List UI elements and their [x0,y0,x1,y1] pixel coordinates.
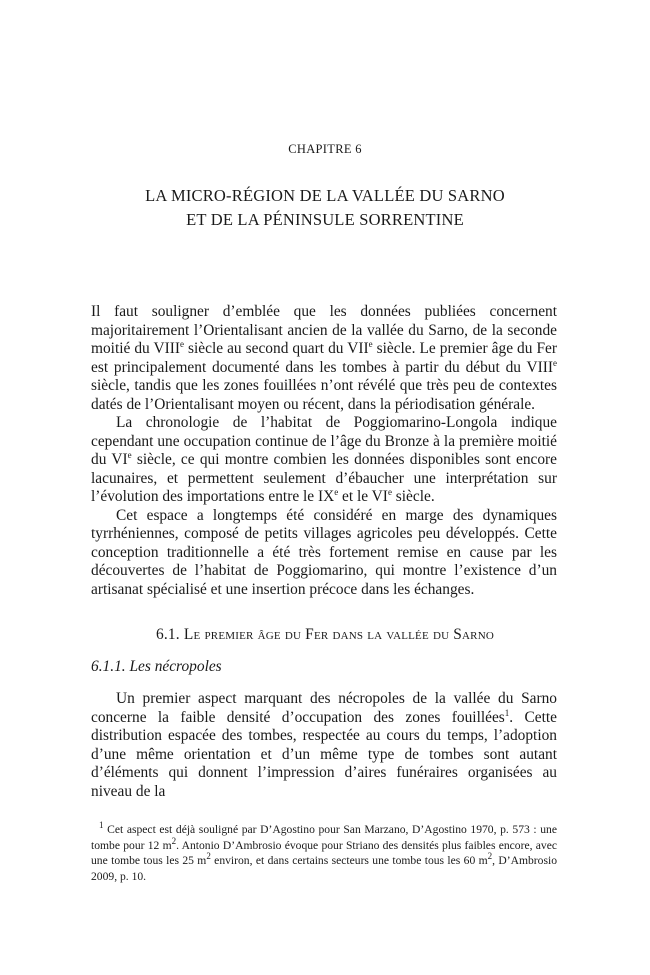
chapter-title-line-1: LA MICRO-RÉGION DE LA VALLÉE DU SARNO [145,186,505,205]
subsection-heading: 6.1.1. Les nécropoles [91,658,222,675]
intro-paragraph-2: La chronologie de l’habitat de Poggiomarino-Longola indique cependant une occupation continue de l’âge du Bronze à la première moitié du VIe siècle, ce qui montre combien les données disponibles sont encore lacunaires, et permettent seulement d’ébaucher une interprétation sur l’évolution des importations entre le IXe et le VIe siècle. [91,414,558,505]
intro-paragraph-1: Il faut souligner d’emblée que les données publiées concernent majoritairement l’Orientalisant ancien de la vallée du Sarno, de la seconde moitié du VIIIe siècle au second quart du VIIe siècle. Le premier âge du Fer est principalement documenté dans les tombes à partir du début du VIIIe siècle, tandis que les zones fouillées n’ont révélé que très peu de contextes datés de l’Orientalisant moyen ou récent, dans la périodisation générale. [91,303,557,413]
section-heading: 6.1. Le premier âge du Fer dans la vallée du Sarno [155,626,495,643]
footnote-reference[interactable]: 1 [504,707,510,718]
intro-paragraph-3: Cet espace a longtemps été considéré en marge des dynamiques tyrrhéniennes, composé de petits villages agricoles peu développés. Cette conception traditionnelle a été très fortement remise en cause par les découvertes de l’habitat de Poggiomarino, qui montre l’existence d’un artisanat spécialisé et une insertion précoce dans les échanges. [91,506,557,598]
section-paragraph-1: Un premier aspect marquant des nécropoles de la vallée du Sarno concerne la faible densité d’occupation des zones fouillées$^1$. Cette distribution espacée des tombes, respectée au cours du temps, l’adoption d’une même orientation et d’un même type de tombes sont autant d’éléments qui donnent l’impression d’aires funéraires organisées au niveau de la [91,690,557,800]
chapter-title-line-2: ET DE LA PÉNINSULE SORRENTINE [186,210,464,229]
footnote-number: 1 [99,820,104,831]
chapter-title [0,184,650,232]
footnote-1: $^1$ Cet aspect est déjà souligné par D’Agostino pour San Marzano, D’Agostino 1970, p. 573 : une tombe pour 12 $m^2$. Antonio D’Ambrosio évoque pour Striano des densités plus faibles encore, avec une tombe tous les 25 $m^2$ environ, et dans certains secteurs une tombe tous les 60 $m^2$, D’Ambrosio 2009, p. 10. [91,820,557,883]
chapter-label: CHAPITRE 6 [288,142,362,156]
section-text [91,690,557,801]
footnote [91,822,557,884]
intro-text [91,303,557,599]
